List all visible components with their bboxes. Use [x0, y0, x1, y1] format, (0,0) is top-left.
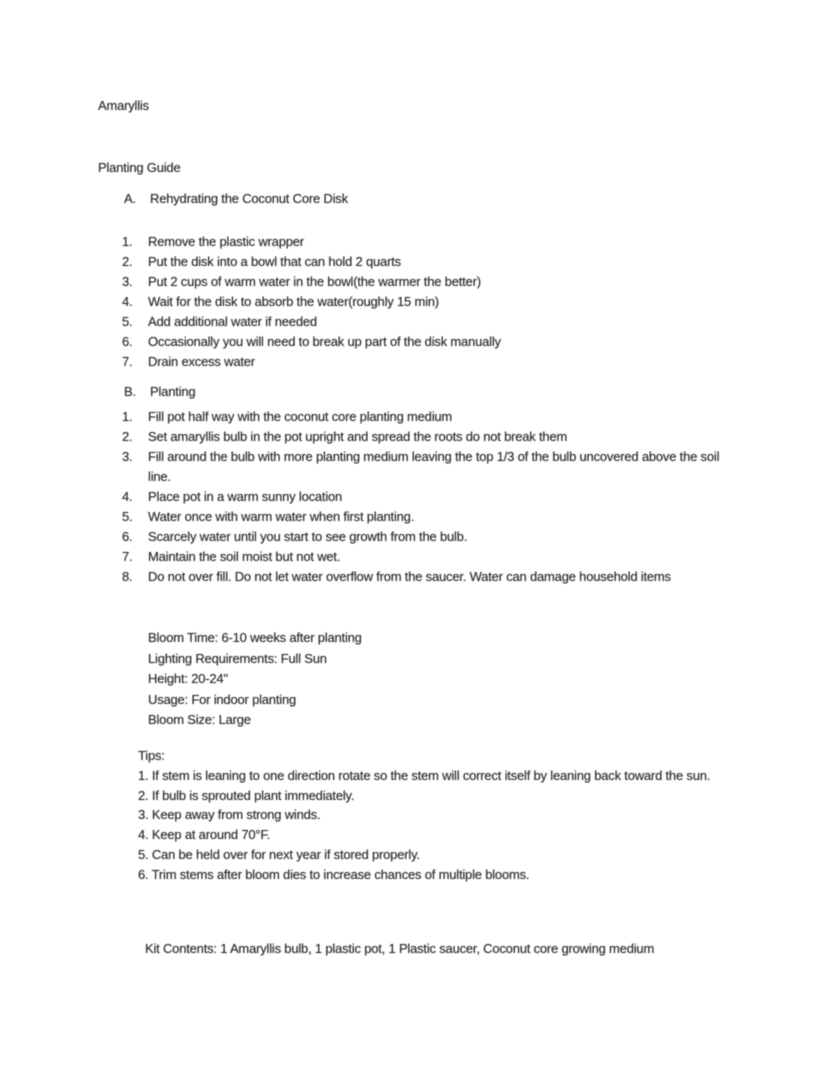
- step-number: 2.: [122, 429, 133, 444]
- rehydrating-step-item: [122, 352, 501, 372]
- rehydrating-step-item: [122, 312, 501, 332]
- section-b-title: Planting: [150, 384, 196, 399]
- planting-steps-list: [122, 407, 743, 587]
- document-title: Amaryllis: [98, 98, 149, 113]
- step-text: Drain excess water: [148, 354, 255, 369]
- step-number: 3.: [122, 449, 133, 464]
- tip-item: 6. Trim stems after bloom dies to increase chances of multiple blooms.: [138, 866, 530, 882]
- step-number: 7.: [122, 354, 133, 369]
- planting-step-item: [122, 567, 743, 587]
- planting-step-item: [122, 487, 743, 507]
- tip-item: 1. If stem is leaning to one direction rotate so the stem will correct itself by leaning back toward the sun.: [138, 767, 711, 783]
- plant-detail-line: Bloom Size: Large: [148, 712, 251, 727]
- step-text: Fill around the bulb with more planting medium leaving the top 1/3 of the bulb uncovered above the soil line.: [148, 449, 720, 484]
- plant-detail-line: Usage: For indoor planting: [148, 691, 297, 707]
- step-text: Put the disk into a bowl that can hold 2 quarts: [148, 254, 401, 269]
- plant-detail-line: Bloom Time: 6-10 weeks after planting: [148, 630, 362, 645]
- tips-block: [138, 746, 778, 885]
- step-text: Occasionally you will need to break up part of the disk manually: [148, 334, 501, 349]
- step-number: 4.: [122, 294, 133, 309]
- planting-step-item: [122, 547, 743, 567]
- step-text: Scarcely water until you start to see growth from the bulb.: [148, 529, 468, 544]
- section-a-label: A.: [124, 191, 136, 206]
- rehydrating-step-item: [122, 252, 501, 272]
- tip-item: 4. Keep at around 70°F.: [138, 827, 271, 843]
- step-number: 5.: [122, 314, 133, 329]
- planting-guide-heading: Planting Guide: [98, 160, 181, 175]
- section-a-heading: [124, 191, 348, 206]
- step-text: Place pot in a warm sunny location: [148, 489, 343, 504]
- step-text: Add additional water if needed: [148, 314, 317, 329]
- tips-heading: Tips:: [138, 748, 165, 763]
- step-number: 6.: [122, 529, 133, 544]
- step-number: 3.: [122, 274, 133, 289]
- section-b-label: B.: [124, 384, 136, 399]
- plant-detail-line: Lighting Requirements: Full Sun: [148, 650, 327, 666]
- step-text: Remove the plastic wrapper: [148, 234, 304, 249]
- section-a-title: Rehydrating the Coconut Core Disk: [150, 191, 348, 206]
- step-number: 1.: [122, 409, 133, 424]
- plant-details-block: [148, 628, 362, 731]
- tips-list: [138, 766, 778, 885]
- rehydrating-step-item: [122, 332, 501, 352]
- tip-item: 3. Keep away from strong winds.: [138, 807, 321, 823]
- step-text: Put 2 cups of warm water in the bowl(the warmer the better): [148, 274, 481, 289]
- step-text: Wait for the disk to absorb the water(roughly 15 min): [148, 294, 439, 309]
- step-text: Maintain the soil moist but not wet.: [148, 549, 341, 564]
- rehydrating-step-item: [122, 272, 501, 292]
- planting-step-item: [122, 407, 743, 427]
- tip-item: 5. Can be held over for next year if stored properly.: [138, 846, 420, 862]
- step-text: Set amaryllis bulb in the pot upright and spread the roots do not break them: [148, 429, 568, 444]
- step-number: 6.: [122, 334, 133, 349]
- step-number: 7.: [122, 549, 133, 564]
- planting-step-item: [122, 427, 743, 447]
- rehydrating-step-item: [122, 232, 501, 252]
- rehydrating-step-item: [122, 292, 501, 312]
- tip-item: 2. If bulb is sprouted plant immediately.: [138, 787, 355, 803]
- step-number: 8.: [122, 569, 133, 584]
- rehydrating-steps-list: [122, 232, 501, 372]
- step-text: Do not over fill. Do not let water overflow from the saucer. Water can damage household items: [148, 569, 671, 584]
- plant-detail-line: Height: 20-24": [148, 671, 228, 686]
- step-text: Water once with warm water when first planting.: [148, 509, 415, 524]
- planting-step-item: [122, 507, 743, 527]
- section-b-heading: [124, 384, 195, 399]
- step-number: 4.: [122, 489, 133, 504]
- step-number: 1.: [122, 234, 133, 249]
- step-text: Fill pot half way with the coconut core planting medium: [148, 409, 453, 424]
- planting-step-item: [122, 527, 743, 547]
- planting-step-item: [122, 447, 743, 487]
- step-number: 2.: [122, 254, 133, 269]
- step-number: 5.: [122, 509, 133, 524]
- kit-contents-line: Kit Contents: 1 Amaryllis bulb, 1 plastic pot, 1 Plastic saucer, Coconut core growing medium: [145, 941, 655, 956]
